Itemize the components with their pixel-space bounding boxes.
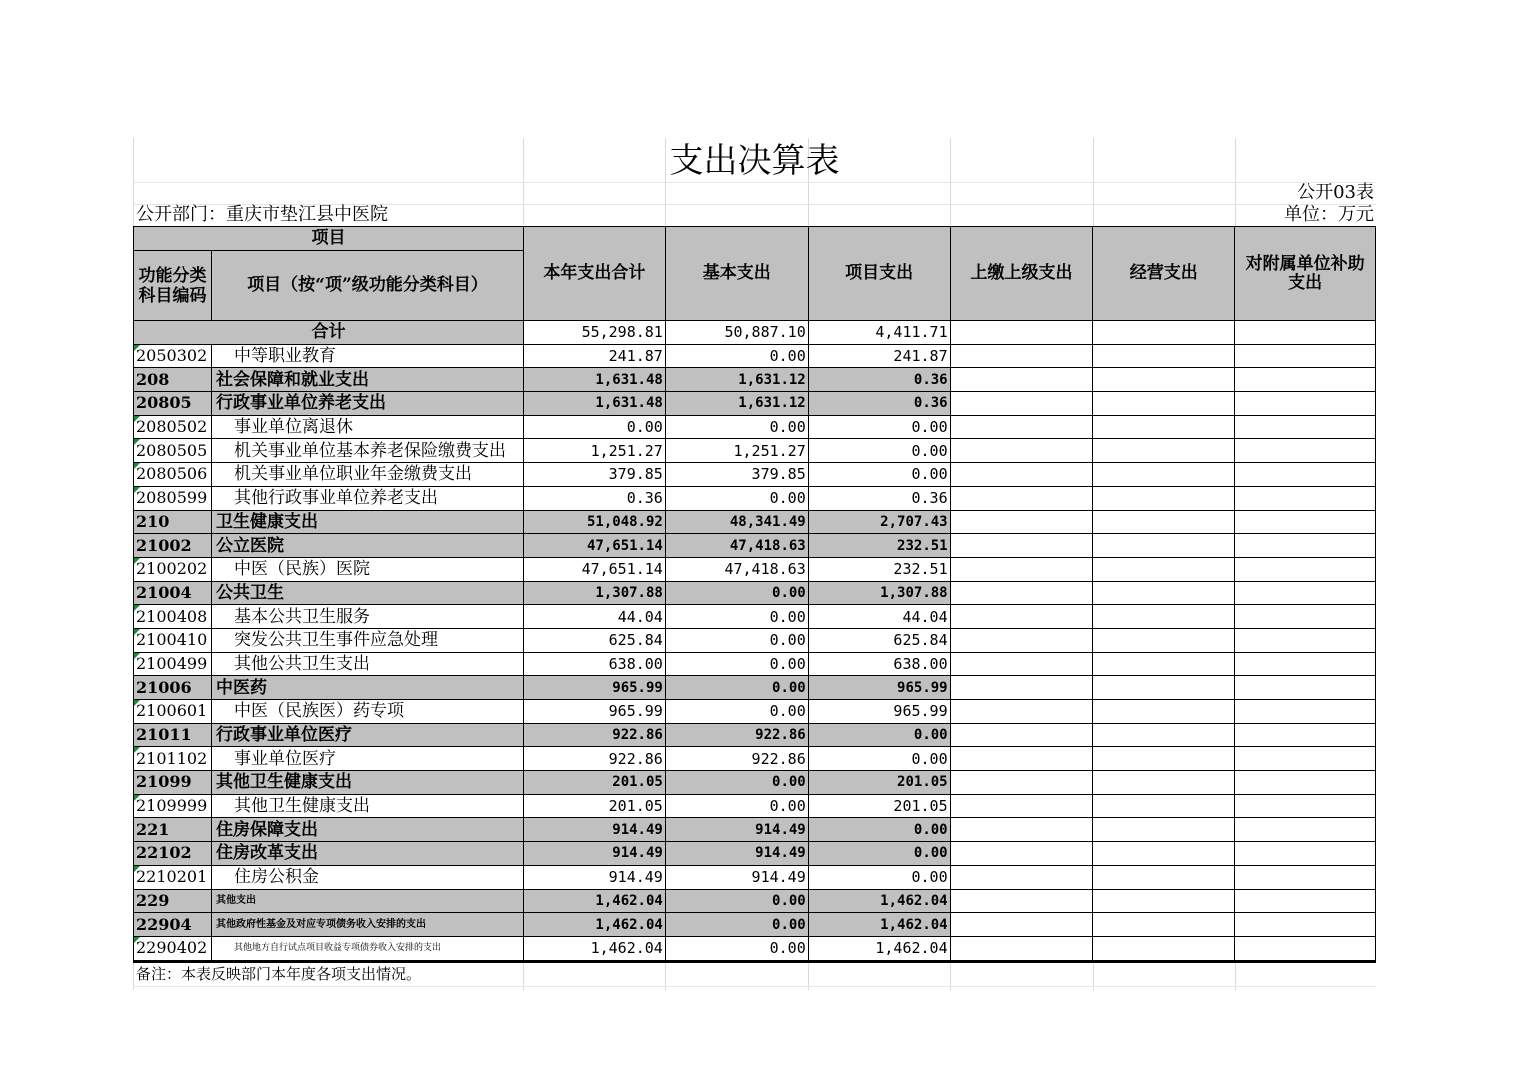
row-total: 914.49 <box>523 818 665 842</box>
row-subsidy <box>1235 392 1376 416</box>
row-business <box>1093 344 1235 368</box>
row-name: 机关事业单位基本养老保险缴费支出 <box>211 439 523 463</box>
row-project: 0.00 <box>808 439 950 463</box>
row-project: 0.00 <box>808 842 950 866</box>
row-code: 21004 <box>134 581 212 605</box>
header-total: 本年支出合计 <box>523 227 665 321</box>
row-total: 1,251.27 <box>523 439 665 463</box>
row-business <box>1093 605 1235 629</box>
row-basic: 0.00 <box>665 415 808 439</box>
row-total: 379.85 <box>523 463 665 487</box>
row-upper <box>950 605 1093 629</box>
table-row <box>134 723 1376 747</box>
row-name: 基本公共卫生服务 <box>211 605 523 629</box>
header-upper: 上缴上级支出 <box>950 227 1093 321</box>
row-upper <box>950 842 1093 866</box>
header-item-group: 项目 <box>134 227 524 251</box>
table-row <box>134 605 1376 629</box>
row-code: 20805 <box>134 392 212 416</box>
row-upper <box>950 581 1093 605</box>
table-row <box>134 534 1376 558</box>
row-total: 1,631.48 <box>523 368 665 392</box>
department-label: 公开部门：重庆市垫江县中医院 <box>136 204 388 225</box>
row-business <box>1093 913 1235 937</box>
row-project: 0.36 <box>808 486 950 510</box>
row-business <box>1093 415 1235 439</box>
row-name: 其他行政事业单位养老支出 <box>211 486 523 510</box>
row-subsidy <box>1235 534 1376 558</box>
form-number: 公开03表 <box>1297 182 1374 203</box>
total-subsidy <box>1235 321 1376 345</box>
table-row <box>134 865 1376 889</box>
row-total: 1,307.88 <box>523 581 665 605</box>
row-project: 1,462.04 <box>808 913 950 937</box>
row-subsidy <box>1235 723 1376 747</box>
row-basic: 0.00 <box>665 794 808 818</box>
table-row <box>134 510 1376 534</box>
page-title: 支出决算表 <box>669 141 840 181</box>
row-project: 241.87 <box>808 344 950 368</box>
table-row <box>134 842 1376 866</box>
row-basic: 914.49 <box>665 865 808 889</box>
row-upper <box>950 794 1093 818</box>
row-upper <box>950 463 1093 487</box>
row-business <box>1093 463 1235 487</box>
row-total: 201.05 <box>523 771 665 795</box>
row-upper <box>950 415 1093 439</box>
row-upper <box>950 486 1093 510</box>
row-business <box>1093 936 1235 961</box>
row-subsidy <box>1235 913 1376 937</box>
row-project: 0.00 <box>808 463 950 487</box>
row-upper <box>950 818 1093 842</box>
total-business <box>1093 321 1235 345</box>
row-code: 208 <box>134 368 212 392</box>
row-name: 事业单位医疗 <box>211 747 523 771</box>
row-code: 2101102 <box>134 747 212 771</box>
row-total: 922.86 <box>523 747 665 771</box>
row-total: 44.04 <box>523 605 665 629</box>
row-upper <box>950 936 1093 961</box>
row-name: 机关事业单位职业年金缴费支出 <box>211 463 523 487</box>
row-code: 2050302 <box>134 344 212 368</box>
row-business <box>1093 676 1235 700</box>
row-basic: 0.00 <box>665 700 808 724</box>
row-upper <box>950 700 1093 724</box>
row-project: 44.04 <box>808 605 950 629</box>
row-code: 21011 <box>134 723 212 747</box>
total-row <box>134 321 1376 345</box>
total-upper <box>950 321 1093 345</box>
row-total: 0.36 <box>523 486 665 510</box>
row-basic: 0.00 <box>665 652 808 676</box>
row-code: 2290402 <box>134 936 212 961</box>
row-business <box>1093 486 1235 510</box>
row-code: 21006 <box>134 676 212 700</box>
row-name: 其他政府性基金及对应专项债务收入安排的支出 <box>211 913 523 937</box>
row-total: 1,462.04 <box>523 889 665 913</box>
row-name: 行政事业单位医疗 <box>211 723 523 747</box>
row-basic: 914.49 <box>665 842 808 866</box>
row-business <box>1093 771 1235 795</box>
table-row <box>134 794 1376 818</box>
row-project: 1,307.88 <box>808 581 950 605</box>
table-row <box>134 889 1376 913</box>
row-basic: 0.00 <box>665 628 808 652</box>
total-amount: 55,298.81 <box>523 321 665 345</box>
row-name: 住房保障支出 <box>211 818 523 842</box>
row-business <box>1093 865 1235 889</box>
row-name: 中医（民族）医院 <box>211 557 523 581</box>
row-total: 965.99 <box>523 700 665 724</box>
row-project: 1,462.04 <box>808 889 950 913</box>
row-business <box>1093 652 1235 676</box>
row-total: 1,462.04 <box>523 913 665 937</box>
row-subsidy <box>1235 344 1376 368</box>
row-project: 0.00 <box>808 865 950 889</box>
row-project: 232.51 <box>808 557 950 581</box>
row-project: 965.99 <box>808 676 950 700</box>
row-business <box>1093 368 1235 392</box>
row-upper <box>950 652 1093 676</box>
table-row <box>134 676 1376 700</box>
row-basic: 0.00 <box>665 771 808 795</box>
row-subsidy <box>1235 771 1376 795</box>
footnote: 备注：本表反映部门本年度各项支出情况。 <box>136 965 422 983</box>
row-name: 其他支出 <box>211 889 523 913</box>
row-name: 住房改革支出 <box>211 842 523 866</box>
row-basic: 0.00 <box>665 676 808 700</box>
row-basic: 922.86 <box>665 723 808 747</box>
total-project: 4,411.71 <box>808 321 950 345</box>
row-total: 47,651.14 <box>523 557 665 581</box>
row-project: 2,707.43 <box>808 510 950 534</box>
row-subsidy <box>1235 486 1376 510</box>
row-upper <box>950 628 1093 652</box>
row-total: 914.49 <box>523 842 665 866</box>
row-basic: 0.00 <box>665 889 808 913</box>
header-subsidy: 对附属单位补助支出 <box>1235 227 1376 321</box>
row-code: 2100499 <box>134 652 212 676</box>
unit-label: 单位：万元 <box>1284 204 1374 225</box>
row-total: 51,048.92 <box>523 510 665 534</box>
row-project: 0.00 <box>808 723 950 747</box>
row-subsidy <box>1235 605 1376 629</box>
row-code: 2080599 <box>134 486 212 510</box>
row-project: 0.00 <box>808 818 950 842</box>
row-basic: 1,251.27 <box>665 439 808 463</box>
row-upper <box>950 723 1093 747</box>
row-code: 2100202 <box>134 557 212 581</box>
row-subsidy <box>1235 463 1376 487</box>
row-name: 事业单位离退休 <box>211 415 523 439</box>
header-business: 经营支出 <box>1093 227 1235 321</box>
row-name: 中医药 <box>211 676 523 700</box>
row-subsidy <box>1235 842 1376 866</box>
row-code: 21099 <box>134 771 212 795</box>
row-name: 住房公积金 <box>211 865 523 889</box>
row-code: 210 <box>134 510 212 534</box>
table-row <box>134 557 1376 581</box>
table-row <box>134 913 1376 937</box>
row-subsidy <box>1235 652 1376 676</box>
row-total: 201.05 <box>523 794 665 818</box>
row-name: 其他地方自行试点项目收益专项债券收入安排的支出 <box>211 936 523 961</box>
row-name: 中等职业教育 <box>211 344 523 368</box>
row-upper <box>950 913 1093 937</box>
row-upper <box>950 368 1093 392</box>
row-basic: 1,631.12 <box>665 392 808 416</box>
row-business <box>1093 700 1235 724</box>
table-row <box>134 628 1376 652</box>
table-row <box>134 747 1376 771</box>
table-row <box>134 652 1376 676</box>
row-upper <box>950 510 1093 534</box>
row-code: 22904 <box>134 913 212 937</box>
total-basic: 50,887.10 <box>665 321 808 345</box>
row-project: 0.00 <box>808 747 950 771</box>
row-name: 公立医院 <box>211 534 523 558</box>
row-basic: 0.00 <box>665 344 808 368</box>
row-total: 1,462.04 <box>523 936 665 961</box>
table-row <box>134 700 1376 724</box>
row-basic: 1,631.12 <box>665 368 808 392</box>
row-business <box>1093 581 1235 605</box>
table-row <box>134 439 1376 463</box>
row-code: 221 <box>134 818 212 842</box>
row-code: 21002 <box>134 534 212 558</box>
row-upper <box>950 344 1093 368</box>
spreadsheet <box>133 138 1376 990</box>
row-project: 625.84 <box>808 628 950 652</box>
row-total: 47,651.14 <box>523 534 665 558</box>
table-row <box>134 486 1376 510</box>
row-basic: 914.49 <box>665 818 808 842</box>
table-row <box>134 936 1376 961</box>
row-name: 公共卫生 <box>211 581 523 605</box>
row-subsidy <box>1235 628 1376 652</box>
table-row <box>134 771 1376 795</box>
row-subsidy <box>1235 510 1376 534</box>
row-total: 241.87 <box>523 344 665 368</box>
row-basic: 0.00 <box>665 605 808 629</box>
row-upper <box>950 771 1093 795</box>
row-project: 965.99 <box>808 700 950 724</box>
row-business <box>1093 557 1235 581</box>
row-business <box>1093 534 1235 558</box>
table-row <box>134 818 1376 842</box>
row-upper <box>950 865 1093 889</box>
header-project: 项目支出 <box>808 227 950 321</box>
row-business <box>1093 392 1235 416</box>
row-business <box>1093 510 1235 534</box>
table-row <box>134 392 1376 416</box>
row-name: 行政事业单位养老支出 <box>211 392 523 416</box>
row-basic: 0.00 <box>665 581 808 605</box>
row-subsidy <box>1235 368 1376 392</box>
row-total: 1,631.48 <box>523 392 665 416</box>
row-upper <box>950 534 1093 558</box>
row-subsidy <box>1235 439 1376 463</box>
row-business <box>1093 439 1235 463</box>
row-subsidy <box>1235 557 1376 581</box>
row-subsidy <box>1235 676 1376 700</box>
row-business <box>1093 818 1235 842</box>
expenditure-table <box>133 226 1376 963</box>
row-project: 0.36 <box>808 368 950 392</box>
row-total: 914.49 <box>523 865 665 889</box>
row-code: 2080506 <box>134 463 212 487</box>
table-row <box>134 368 1376 392</box>
row-basic: 48,341.49 <box>665 510 808 534</box>
table-row <box>134 344 1376 368</box>
row-subsidy <box>1235 700 1376 724</box>
row-code: 2080502 <box>134 415 212 439</box>
row-subsidy <box>1235 936 1376 961</box>
row-upper <box>950 889 1093 913</box>
row-code: 22102 <box>134 842 212 866</box>
row-upper <box>950 392 1093 416</box>
row-business <box>1093 628 1235 652</box>
table-row <box>134 463 1376 487</box>
row-project: 232.51 <box>808 534 950 558</box>
row-name: 中医（民族医）药专项 <box>211 700 523 724</box>
row-name: 社会保障和就业支出 <box>211 368 523 392</box>
row-total: 922.86 <box>523 723 665 747</box>
row-name: 突发公共卫生事件应急处理 <box>211 628 523 652</box>
row-project: 201.05 <box>808 794 950 818</box>
row-code: 2080505 <box>134 439 212 463</box>
table-row <box>134 581 1376 605</box>
row-upper <box>950 557 1093 581</box>
row-project: 0.36 <box>808 392 950 416</box>
row-basic: 47,418.63 <box>665 534 808 558</box>
row-basic: 379.85 <box>665 463 808 487</box>
row-basic: 0.00 <box>665 936 808 961</box>
row-total: 625.84 <box>523 628 665 652</box>
row-upper <box>950 747 1093 771</box>
row-name: 其他公共卫生支出 <box>211 652 523 676</box>
row-business <box>1093 794 1235 818</box>
row-project: 638.00 <box>808 652 950 676</box>
row-subsidy <box>1235 415 1376 439</box>
row-project: 1,462.04 <box>808 936 950 961</box>
row-total: 638.00 <box>523 652 665 676</box>
row-total: 0.00 <box>523 415 665 439</box>
row-subsidy <box>1235 581 1376 605</box>
row-business <box>1093 889 1235 913</box>
row-code: 2210201 <box>134 865 212 889</box>
row-code: 2100601 <box>134 700 212 724</box>
row-code: 2100408 <box>134 605 212 629</box>
row-subsidy <box>1235 889 1376 913</box>
table-row <box>134 415 1376 439</box>
row-business <box>1093 747 1235 771</box>
header-basic: 基本支出 <box>665 227 808 321</box>
row-total: 965.99 <box>523 676 665 700</box>
header-name: 项目（按“项”级功能分类科目） <box>211 251 523 321</box>
header-code: 功能分类科目编码 <box>134 251 212 321</box>
row-basic: 0.00 <box>665 913 808 937</box>
row-name: 卫生健康支出 <box>211 510 523 534</box>
row-subsidy <box>1235 794 1376 818</box>
row-subsidy <box>1235 747 1376 771</box>
row-business <box>1093 723 1235 747</box>
row-name: 其他卫生健康支出 <box>211 794 523 818</box>
row-basic: 47,418.63 <box>665 557 808 581</box>
row-subsidy <box>1235 865 1376 889</box>
row-code: 2100410 <box>134 628 212 652</box>
row-basic: 922.86 <box>665 747 808 771</box>
row-code: 2109999 <box>134 794 212 818</box>
row-basic: 0.00 <box>665 486 808 510</box>
row-business <box>1093 842 1235 866</box>
row-name: 其他卫生健康支出 <box>211 771 523 795</box>
row-upper <box>950 439 1093 463</box>
row-project: 0.00 <box>808 415 950 439</box>
row-code: 229 <box>134 889 212 913</box>
total-label: 合计 <box>134 321 524 345</box>
row-upper <box>950 676 1093 700</box>
row-subsidy <box>1235 818 1376 842</box>
row-project: 201.05 <box>808 771 950 795</box>
